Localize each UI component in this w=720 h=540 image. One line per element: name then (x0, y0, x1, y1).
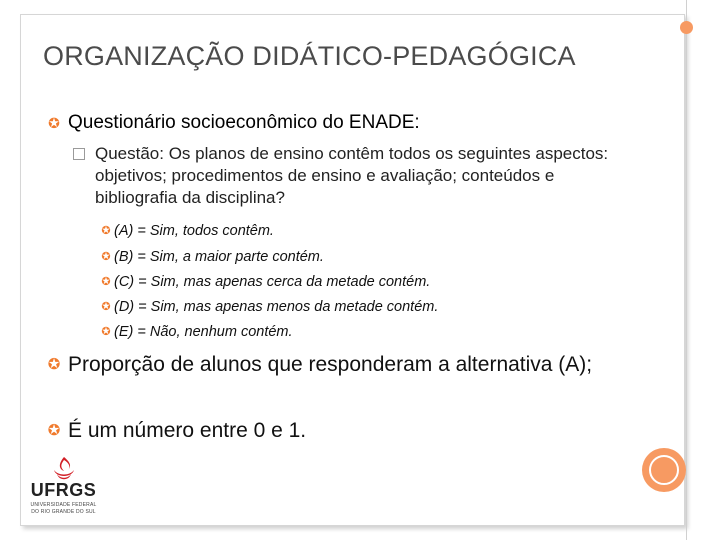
bullet-proporcao (43, 352, 633, 378)
bullet-text: Questionário socioeconômico do ENADE: (68, 112, 420, 133)
option-text: (C) = Sim, mas apenas cerca da metade contém. (114, 274, 431, 290)
bullet-text: Proporção de alunos que responderam a alternativa (A); (68, 353, 593, 376)
decor-dot-bottom (642, 448, 686, 492)
bullet-icon: ✪ (47, 422, 61, 439)
bullet-numero (43, 418, 633, 444)
slide-title: ORGANIZAÇÃO DIDÁTICO-PEDAGÓGICA (43, 41, 576, 71)
bullet-questionario (43, 112, 643, 134)
decor-dot-top (680, 21, 693, 34)
logo-wordmark: UFRGS (30, 480, 97, 500)
bullet-icon: ✪ (101, 276, 111, 288)
option-text: (B) = Sim, a maior parte contém. (114, 249, 324, 265)
option-text: (A) = Sim, todos contêm. (114, 223, 274, 239)
slide-frame (20, 14, 685, 526)
bullet-icon: ✪ (101, 225, 111, 237)
option-a (98, 222, 618, 240)
question-text: Questão: Os planos de ensino contêm todos os seguintes aspectos: objetivos; procedimentos de ensino e avaliação; conteúdos e bibliografia da disciplina? (95, 144, 609, 207)
logo-line-1: UNIVERSIDADE FEDERAL (30, 502, 97, 508)
bullet-icon: ✪ (101, 326, 111, 338)
bullet-icon: ✪ (101, 251, 111, 263)
logo-line-2: DO RIO GRANDE DO SUL (31, 509, 96, 515)
question-item (73, 143, 633, 209)
option-e (98, 323, 618, 341)
option-b (98, 248, 618, 266)
bullet-icon: ✪ (101, 301, 111, 313)
option-text: (E) = Não, nenhum contém. (114, 324, 293, 340)
flame-icon (50, 456, 78, 482)
option-c (98, 273, 618, 291)
checkbox-icon (73, 148, 85, 160)
bullet-icon: ✪ (47, 356, 61, 373)
bullet-text: É um número entre 0 e 1. (68, 419, 307, 442)
option-d (98, 298, 618, 316)
option-text: (D) = Sim, mas apenas menos da metade contém. (114, 299, 439, 315)
ufrgs-logo (26, 456, 101, 516)
decor-rail (686, 0, 687, 540)
bullet-icon: ✪ (48, 115, 60, 131)
